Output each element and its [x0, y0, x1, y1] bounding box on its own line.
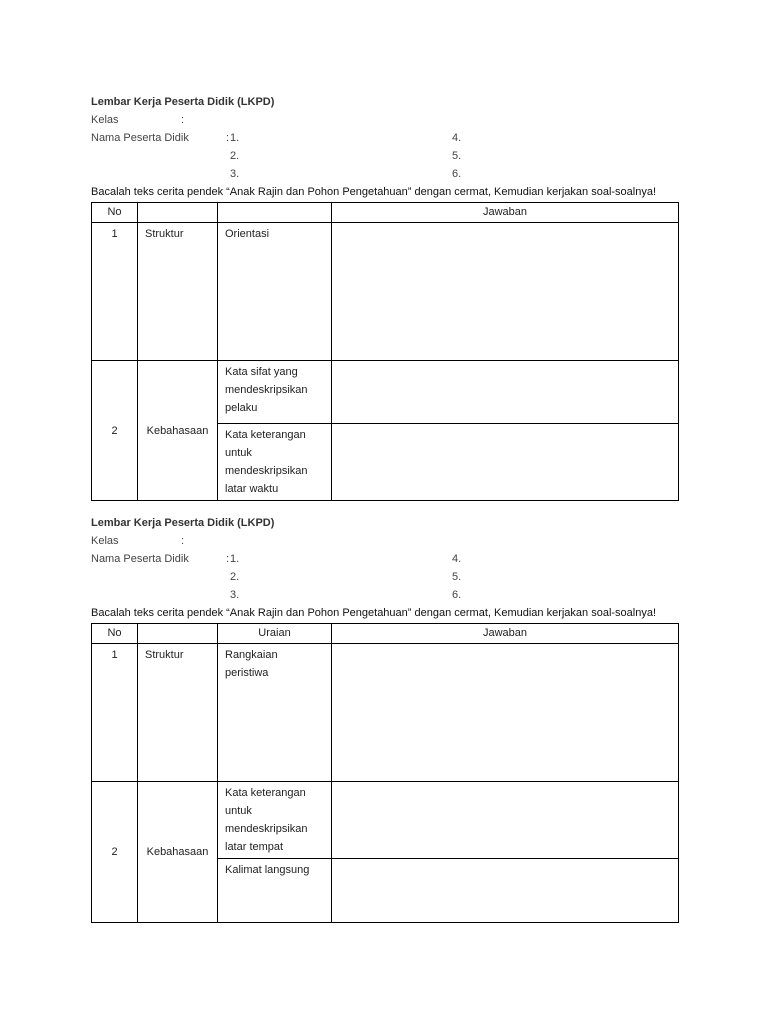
table-row	[92, 223, 679, 361]
uraian-cell: Kata keterangan untuk mendeskripsikan latar tempat	[225, 787, 308, 853]
answer-table	[91, 202, 679, 501]
instruction: Bacalah teks cerita pendek “Anak Rajin dan Pohon Pengetahuan” dengan cermat, Kemudian kerjakan soal-soalnya!	[91, 186, 657, 198]
member-4: 4.	[452, 553, 462, 565]
kelas-colon: :	[181, 114, 185, 126]
nama-label: Nama Peserta Didik	[91, 553, 189, 565]
table-row	[92, 644, 679, 782]
header-no: No	[107, 206, 122, 218]
member-3: 3.	[230, 168, 240, 180]
member-2: 2.	[230, 150, 240, 162]
table-row	[92, 782, 679, 859]
kelas-label: Kelas	[91, 535, 119, 547]
member-5: 5.	[452, 150, 462, 162]
member-6: 6.	[452, 168, 462, 180]
kelas-colon: :	[181, 535, 185, 547]
header-jawaban: Jawaban	[482, 206, 528, 218]
row-number: 1	[111, 228, 118, 240]
kelas-label: Kelas	[91, 114, 119, 126]
answer-cell[interactable]	[332, 223, 678, 227]
answer-cell[interactable]	[332, 424, 678, 428]
answer-table	[91, 623, 679, 923]
aspect-cell: Kebahasaan	[146, 424, 209, 437]
member-3: 3.	[230, 589, 240, 601]
instruction: Bacalah teks cerita pendek “Anak Rajin dan Pohon Pengetahuan” dengan cermat, Kemudian kerjakan soal-soalnya!	[91, 607, 657, 619]
nama-colon: :	[226, 132, 230, 144]
member-4: 4.	[452, 132, 462, 144]
header-uraian: Uraian	[258, 627, 291, 639]
worksheet-title: Lembar Kerja Peserta Didik (LKPD)	[91, 517, 275, 529]
aspect-cell: Struktur	[145, 649, 184, 661]
uraian-cell: Rangkaian peristiwa	[225, 649, 278, 679]
row-number: 2	[111, 424, 118, 437]
aspect-cell: Struktur	[145, 228, 184, 240]
member-1: 1.	[230, 132, 240, 144]
nama-label: Nama Peserta Didik	[91, 132, 189, 144]
table-header-row	[92, 624, 679, 644]
answer-cell[interactable]	[332, 782, 678, 786]
answer-cell[interactable]	[332, 859, 678, 863]
uraian-cell: Kata keterangan untuk mendeskripsikan latar waktu	[225, 429, 308, 495]
table-row	[92, 361, 679, 424]
member-5: 5.	[452, 571, 462, 583]
row-number: 2	[111, 846, 118, 858]
member-1: 1.	[230, 553, 240, 565]
answer-cell[interactable]	[332, 644, 678, 648]
member-2: 2.	[230, 571, 240, 583]
table-header-row	[92, 203, 679, 223]
header-jawaban: Jawaban	[482, 627, 528, 639]
row-number: 1	[111, 649, 118, 661]
uraian-cell: Orientasi	[225, 228, 270, 240]
worksheet-title: Lembar Kerja Peserta Didik (LKPD)	[91, 96, 275, 108]
answer-cell[interactable]	[332, 361, 678, 365]
member-6: 6.	[452, 589, 462, 601]
nama-colon: :	[226, 553, 230, 565]
header-no: No	[107, 627, 122, 639]
uraian-cell: Kalimat langsung	[225, 864, 310, 876]
uraian-cell: Kata sifat yang mendeskripsikan pelaku	[225, 366, 308, 414]
aspect-cell: Kebahasaan	[146, 846, 209, 858]
